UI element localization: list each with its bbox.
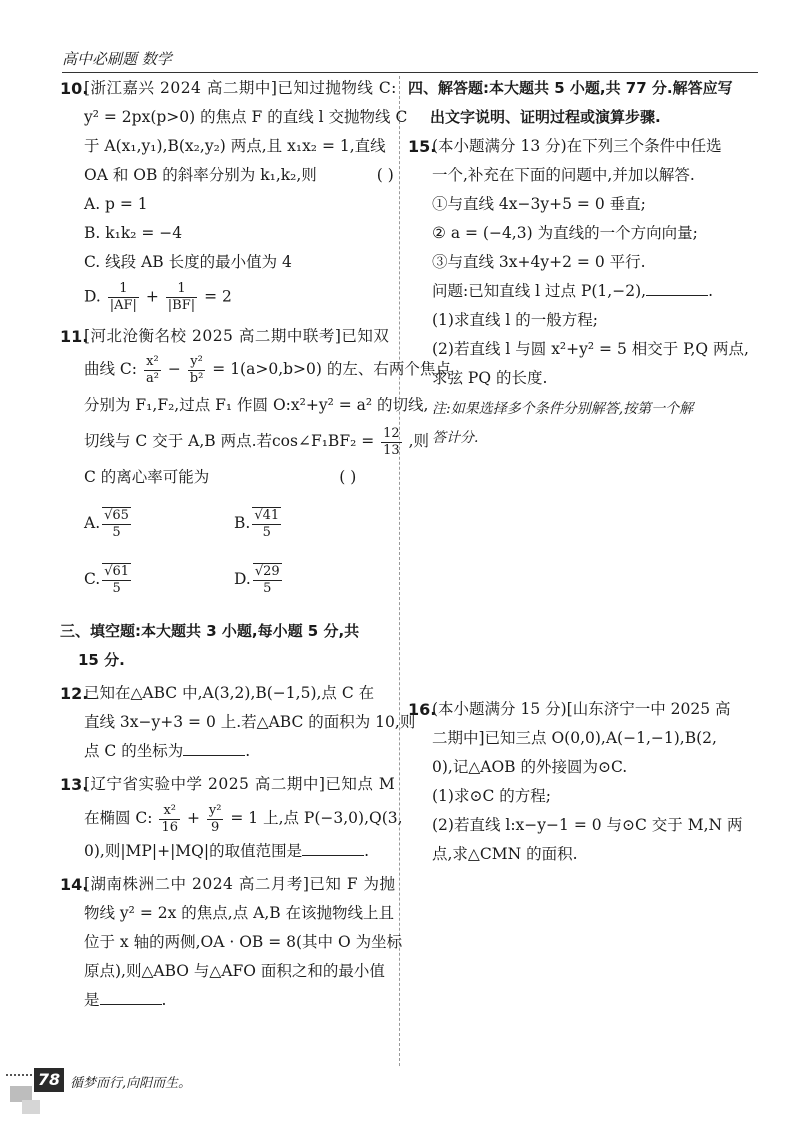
question-text: 0),记△AOB 的外接圆为⊙C.: [432, 758, 628, 776]
question-11: [60, 322, 451, 613]
option-c: C. 线段 AB 长度的最小值为 4: [84, 253, 292, 271]
question-text: [辽宁省实验中学 2025 高二期中]已知点 M: [84, 775, 396, 793]
question-text: y² = 2px(p>0) 的焦点 F 的直线 l 交抛物线 C: [84, 108, 408, 126]
sub-question-2-cont: 求弦 PQ 的长度.: [432, 369, 548, 387]
footer-slogan: 循梦而行,向阳而生。: [70, 1076, 192, 1091]
question-text: [河北沧衡名校 2025 高二期中联考]已知双: [84, 327, 390, 345]
condition-3: ③与直线 3x+4y+2 = 0 平行.: [432, 253, 646, 271]
answer-blank[interactable]: [100, 990, 162, 1005]
answer-blank[interactable]: [302, 841, 364, 856]
note: 注:如果选择多个条件分别解答,按第一个解: [432, 401, 694, 417]
column-divider: [399, 76, 400, 1066]
question-15: [408, 132, 749, 453]
answer-blank[interactable]: [646, 281, 708, 296]
options-row-2: [84, 557, 390, 613]
options-row-1: [84, 501, 390, 557]
question-text: 一个,补充在下面的问题中,并加以解答.: [432, 166, 695, 184]
question-13: [60, 770, 403, 866]
option-b: B. k₁k₂ = −4: [84, 224, 183, 242]
question-text: (本小题满分 13 分)在下列三个条件中任选: [432, 137, 722, 155]
question-text: 曲线 C: $\frac{\text{x²}}{\text{a²}}$ − $\frac{\text{y²}}{\text{b²}}$ = 1(a>0,b>0) 的左、右两个焦点: [84, 353, 451, 386]
question-text: 位于 x 轴的两侧,OA · OB = 8(其中 O 为坐标: [84, 933, 403, 951]
page-header: [62, 46, 758, 73]
question-number: 13.: [60, 775, 89, 794]
sub-question-2: (2)若直线 l:x−y−1 = 0 与⊙C 交于 M,N 两: [432, 816, 743, 834]
question-number: 15.: [408, 137, 437, 156]
condition-2: ② a = (−4,3) 为直线的一个方向向量;: [432, 224, 698, 242]
page-footer: [0, 1064, 800, 1124]
question-number: 10.: [60, 79, 89, 98]
question-text: 是 .: [84, 991, 167, 1009]
question-number: 16.: [408, 700, 437, 719]
question-text: 直线 3x−y+3 = 0 上.若△ABC 的面积为 10,则: [84, 713, 416, 731]
question-text: 在椭圆 C: $\frac{\text{x²}}{16}$ + $\frac{\text{y²}}{9}$ = 1 上,点 P(−3,0),Q(3,: [84, 802, 403, 835]
question-text: 0),则|MP|+|MQ|的取值范围是 .: [84, 842, 370, 860]
question-number: 11.: [60, 327, 89, 346]
section-3-heading: 三、填空题:本大题共 3 小题,每小题 5 分,共 15 分.: [60, 622, 360, 669]
question-text: [湖南株洲二中 2024 高二月考]已知 F 为抛: [84, 875, 396, 893]
fraction: $\frac{1}{|AF|}$: [109, 281, 137, 313]
option-b: B. $\frac{√41}{5}$: [234, 508, 280, 540]
question-14: [60, 870, 403, 1015]
question-12: [60, 679, 416, 766]
sub-question-1: (1)求⊙C 的方程;: [432, 787, 551, 805]
question-10: [60, 74, 408, 314]
option-d: D. $\frac{√29}{5}$: [234, 564, 280, 596]
question-number: 14.: [60, 875, 89, 894]
question-16: [408, 695, 748, 869]
option-c: C. $\frac{√61}{5}$: [84, 564, 130, 596]
question-text: 已知在△ABC 中,A(3,2),B(−1,5),点 C 在: [84, 684, 375, 702]
question-text: 点 C 的坐标为 .: [84, 742, 251, 760]
question-number: 12.: [60, 684, 89, 703]
option-a: A. $\frac{√65}{5}$: [84, 508, 129, 540]
note: 答计分.: [432, 430, 479, 446]
sub-question-2: (2)若直线 l 与圆 x²+y² = 5 相交于 P,Q 两点,: [432, 340, 749, 358]
sub-question-1: (1)求直线 l 的一般方程;: [432, 311, 598, 329]
answer-bracket: ( ): [376, 166, 394, 184]
question-text: 分别为 F₁,F₂,过点 F₁ 作圆 O:x²+y² = a² 的切线,: [84, 396, 429, 414]
left-column: [60, 74, 451, 1015]
question-text: 切线与 C 交于 A,B 两点.若cos∠F₁BF₂ = $\frac{12}{13}$ ,则: [84, 425, 430, 458]
sub-question-2-cont: 点,求△CMN 的面积.: [432, 845, 578, 863]
page-number: 78: [34, 1068, 64, 1092]
question-text: C 的离心率可能为 ( ): [84, 459, 390, 495]
right-column: [408, 74, 748, 869]
condition-1: ①与直线 4x−3y+5 = 0 垂直;: [432, 195, 646, 213]
decorative-square: [22, 1100, 40, 1114]
question-text: [浙江嘉兴 2024 高二期中]已知过抛物线 C:: [84, 79, 397, 97]
option-d: D. $\frac{1}{|AF|}$ + $\frac{1}{|BF|}$ = 2: [84, 281, 232, 313]
answer-blank[interactable]: [183, 741, 245, 756]
question-text: OA 和 OB 的斜率分别为 k₁,k₂,则 ( ): [84, 161, 390, 190]
option-a: A. p = 1: [84, 195, 148, 213]
question-text: 于 A(x₁,y₁),B(x₂,y₂) 两点,且 x₁x₂ = 1,直线: [84, 137, 386, 155]
question-text: 物线 y² = 2x 的焦点,点 A,B 在该抛物线上且: [84, 904, 395, 922]
question-text: 原点),则△ABO 与△AFO 面积之和的最小值: [84, 962, 385, 980]
question-text: 二期中]已知三点 O(0,0),A(−1,−1),B(2,: [432, 729, 717, 747]
section-4-heading: 四、解答题:本大题共 5 小题,共 77 分.解答应写 出文字说明、证明过程或演算步骤.: [408, 79, 733, 126]
book-title: 高中必刷题 数学: [62, 50, 172, 68]
problem-statement: 问题:已知直线 l 过点 P(1,−2), .: [432, 282, 713, 300]
question-text: (本小题满分 15 分)[山东济宁一中 2025 高: [432, 700, 731, 718]
fraction: $\frac{1}{|BF|}$: [167, 281, 196, 313]
answer-bracket: ( ): [339, 468, 357, 486]
